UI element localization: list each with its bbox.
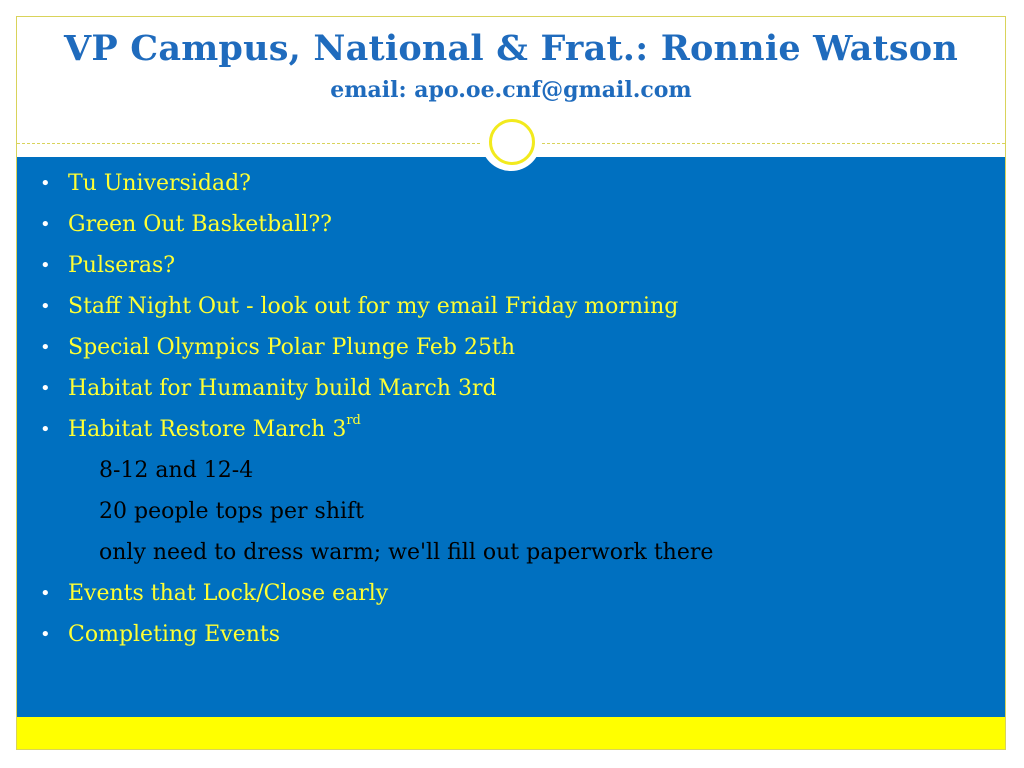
bullet-icon: •: [40, 583, 51, 604]
list-item-text: Habitat for Humanity build March 3rd: [68, 376, 497, 401]
list-item: [17, 204, 1005, 245]
list-item: [17, 163, 1005, 204]
list-item: [17, 409, 1005, 450]
bullet-list: [17, 163, 1005, 655]
list-item: [17, 368, 1005, 409]
list-item-text: Special Olympics Polar Plunge Feb 25th: [68, 335, 516, 360]
list-item-text: Staff Night Out - look out for my email Friday morning: [68, 294, 679, 319]
footer-band: [17, 717, 1005, 749]
list-item-text: Green Out Basketball??: [68, 212, 332, 237]
sub-list-item: only need to dress warm; we'll fill out paperwork there: [99, 540, 714, 565]
list-item: [17, 327, 1005, 368]
bullet-icon: •: [40, 255, 51, 276]
bullet-icon: •: [40, 378, 51, 399]
email-line: email: apo.oe.cnf@gmail.com: [330, 77, 692, 103]
list-item-text: Habitat Restore March 3: [68, 417, 347, 442]
sub-list-item: 8-12 and 12-4: [99, 458, 254, 483]
list-item-text: Pulseras?: [68, 253, 176, 278]
list-item: [17, 245, 1005, 286]
sub-list-item: 20 people tops per shift: [99, 499, 365, 524]
list-item: [17, 573, 1005, 614]
list-item-text: Events that Lock/Close early: [68, 581, 389, 606]
list-item-superscript: rd: [346, 412, 361, 428]
list-item: [17, 614, 1005, 655]
bullet-icon: •: [40, 296, 51, 317]
bullet-icon: •: [40, 173, 51, 194]
list-item-text: Completing Events: [68, 622, 281, 647]
bullet-icon: •: [40, 214, 51, 235]
bullet-icon: •: [40, 624, 51, 645]
slide-title: VP Campus, National & Frat.: Ronnie Watson: [64, 28, 958, 69]
bullet-icon: •: [40, 419, 51, 440]
list-item: [17, 286, 1005, 327]
circle-ornament-ring: [489, 119, 535, 165]
bullet-icon: •: [40, 337, 51, 358]
list-item-text: Tu Universidad?: [68, 171, 251, 196]
slide: [16, 16, 1006, 750]
